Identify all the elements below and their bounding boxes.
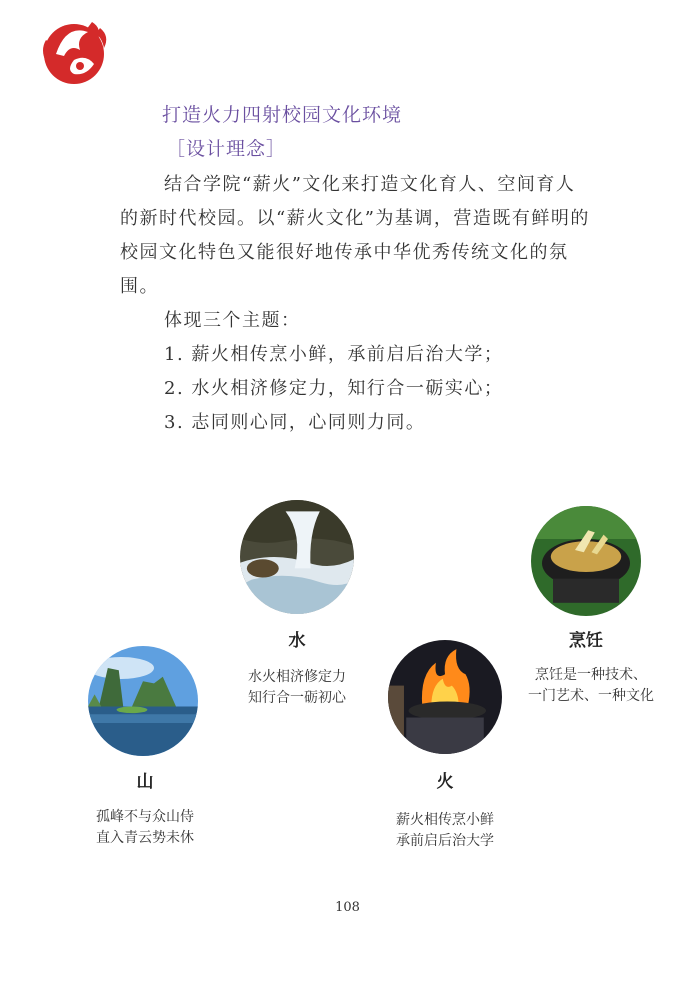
themes-list bbox=[120, 338, 590, 440]
waterfall-photo bbox=[240, 500, 354, 614]
section-heading: 打造火力四射校园文化环境 bbox=[162, 104, 403, 126]
theme-item: 1. 薪火相传烹小鲜，承前启后治大学； bbox=[164, 344, 504, 365]
themes-intro: 体现三个主题： bbox=[164, 310, 301, 331]
hotpot-photo bbox=[531, 506, 641, 616]
caption-pengren-line1: 烹饪是一种技术、 bbox=[535, 667, 647, 683]
concept-paragraph: 结合学院“薪火”文化来打造文化育人、空间育人的新时代校园。以“薪火文化”为基调，营造既有鲜明的校园文化特色又能很好地传承中华优秀传统文化的氛围。 bbox=[120, 174, 590, 297]
theme-item: 2. 水火相济修定力，知行合一砺实心； bbox=[164, 378, 504, 399]
caption-shan-line1: 孤峰不与众山侍 bbox=[96, 809, 194, 825]
page-number: 108 bbox=[335, 900, 360, 915]
caption-huo-line1: 薪火相传烹小鲜 bbox=[396, 812, 494, 828]
element-name-shan: 山 bbox=[136, 772, 154, 792]
element-name-huo: 火 bbox=[436, 772, 454, 792]
caption-pengren-line2: 一门艺术、一种文化 bbox=[528, 688, 654, 704]
caption-shui-line2: 知行合一砺初心 bbox=[248, 690, 346, 706]
element-name-shui: 水 bbox=[288, 631, 306, 651]
caption-shui-line1: 水火相济修定力 bbox=[248, 669, 346, 685]
phoenix-logo bbox=[36, 14, 112, 88]
element-name-pengren: 烹饪 bbox=[569, 631, 603, 651]
design-concept-label: ［设计理念］ bbox=[166, 138, 287, 160]
theme-item: 3. 志同则心同，心同则力同。 bbox=[164, 412, 426, 433]
caption-shan-line2: 直入青云势未休 bbox=[96, 830, 194, 846]
mountain-lake-photo bbox=[88, 646, 198, 756]
wok-fire-photo bbox=[388, 640, 502, 754]
body-text bbox=[120, 168, 590, 440]
caption-huo-line2: 承前启后治大学 bbox=[396, 833, 494, 849]
